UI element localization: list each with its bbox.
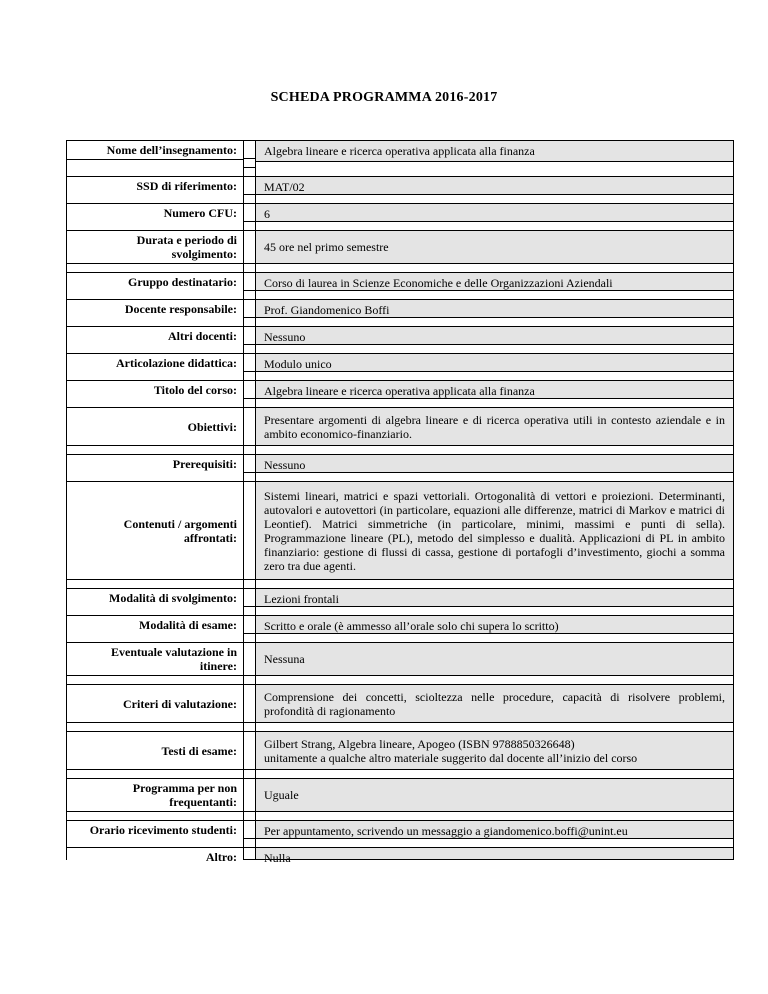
table-row [66, 633, 734, 675]
row-value: Nessuno [264, 330, 306, 344]
row-value: Corso di laurea in Scienze Economiche e delle Organizzazioni Aziendali [264, 276, 613, 290]
row-value: Nessuno [264, 458, 306, 472]
row-value: Nessuna [264, 652, 305, 666]
row-label: Articolazione didattica: [67, 354, 243, 372]
table-row [66, 445, 734, 472]
table-row [66, 722, 734, 769]
row-value: Lezioni frontali [264, 592, 339, 606]
table-row [66, 606, 734, 633]
table-row [66, 167, 734, 194]
row-label: Titolo del corso: [67, 381, 243, 399]
row-label: Modalità di svolgimento: [67, 589, 243, 607]
table-row [66, 472, 734, 579]
row-label: Modalità di esame: [67, 616, 243, 634]
table-row [66, 838, 734, 865]
row-value: Gilbert Strang, Algebra lineare, Apogeo (ISBN 9788850326648) unitamente a qualche altro materiale suggerito dal docente all’inizio del corso [264, 736, 638, 765]
row-label: Testi di esame: [67, 732, 243, 769]
row-value: Nulla [264, 851, 291, 865]
row-value: Prof. Giandomenico Boffi [264, 303, 390, 317]
table-row [66, 371, 734, 398]
row-label: Criteri di valutazione: [67, 685, 243, 722]
row-label: Eventuale valutazione in itinere: [67, 643, 243, 675]
row-value: Algebra lineare e ricerca operativa applicata alla finanza [264, 384, 535, 398]
row-label: Numero CFU: [67, 204, 243, 222]
row-label: Altri docenti: [67, 327, 243, 345]
table-row [66, 398, 734, 445]
row-value: Modulo unico [264, 357, 332, 371]
row-label: Contenuti / argomenti affrontati: [67, 482, 243, 579]
table-row [66, 194, 734, 221]
row-value: Uguale [264, 788, 299, 802]
row-value: 6 [264, 207, 270, 221]
table-row [66, 811, 734, 838]
row-label: Prerequisiti: [67, 455, 243, 473]
table-row [66, 221, 734, 263]
table-row [66, 263, 734, 290]
row-value: 45 ore nel primo semestre [264, 240, 389, 254]
row-value: Sistemi lineari, matrici e spazi vettoriali. Ortogonalità di vettori e proiezioni. Determinanti, autovalori e autovettori (in particolare, equazioni alle differenze, matrici di Markov e matrici di Leontief). Matrici simmetriche (in particolare, minimi, massimi e punti di sella). Programmazione lineare (PL), metodo del simplesso e dualità. Applicazioni di PL in ambito finanziario: gestione di flussi di cassa, gestione di portafogli d’investimento, giochi a somma zero tra due agenti. [264, 488, 725, 573]
row-label: Nome dell’insegnamento: [67, 141, 243, 159]
row-value: Per appuntamento, scrivendo un messaggio a giandomenico.boffi@unint.eu [264, 824, 628, 838]
table-row [66, 579, 734, 606]
row-label: Programma per non frequentanti: [67, 779, 243, 811]
table-row [66, 344, 734, 371]
table-row [66, 140, 734, 167]
row-label: Gruppo destinatario: [67, 273, 243, 291]
row-label: Altro: [67, 848, 243, 866]
table-row [66, 675, 734, 722]
row-value: Algebra lineare e ricerca operativa applicata alla finanza [264, 144, 535, 158]
row-label: SSD di riferimento: [67, 177, 243, 195]
document-title: SCHEDA PROGRAMMA 2016-2017 [270, 90, 498, 105]
row-label: Durata e periodo di svolgimento: [67, 231, 243, 263]
row-label: Orario ricevimento studenti: [67, 821, 243, 839]
table-row [66, 290, 734, 317]
row-value: MAT/02 [264, 180, 305, 194]
program-table [66, 140, 734, 865]
table-row [66, 317, 734, 344]
row-label: Docente responsabile: [67, 300, 243, 318]
table-row [66, 769, 734, 811]
row-value: Comprensione dei concetti, scioltezza nelle procedure, capacità di risolvere problemi, profondità di ragionamento [264, 689, 725, 718]
row-label: Obiettivi: [67, 408, 243, 445]
row-value: Presentare argomenti di algebra lineare e di ricerca operativa utili in contesto aziendale e in ambito economico-finanziario. [264, 412, 725, 441]
row-value: Scritto e orale (è ammesso all’orale solo chi supera lo scritto) [264, 619, 559, 633]
